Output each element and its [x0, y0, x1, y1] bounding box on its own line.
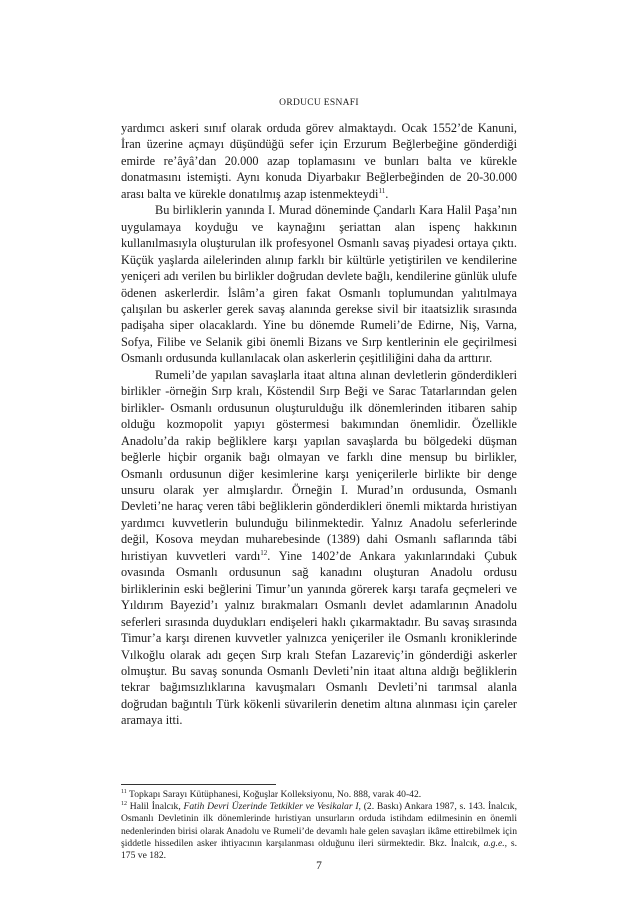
paragraph-1-end: . — [385, 186, 389, 201]
footnote-ref-12[interactable]: 12 — [260, 548, 268, 557]
paragraph-3-part-a: Rumeli’de yapılan savaşlarla itaat altına alınan devletlerin gönderdikleri birlikler -örneğin Sırp kralı, Köstendil Sırp Beği ve Sarac Tatarlarından gelen birlikler- Osmanlı ordusunun oluşturulduğu ilk dönemlerinden itibaren sahip olduğu kozmopolit yapıyı göstermesi bakımından önemlidir. Özellikle Anadolu’da rakip beğliklere karşı yapılan savaşlarda bu bölgedeki düşman beğlerle hiçbir organik bağı olmayan ve farklı dine mensup bu birlikler, Osmanlı ordusunun diğer kesimlerine karşı yeniçerilerle birlikte bir denge unsuru olarak yer almışlardır. Örneğin I. Murad’ın ordusunda, Osmanlı Devleti’ne haraç veren tâbi beğliklerin gönderdikleri önemli miktarda hıristiyan yardımcı kuvvetlerin bulunduğu bilinmektedir. Yalnız Anadolu seferlerinde değil, Kosova meydan muharebesinde (1389) dahi Osmanlı saflarında tâbi hıristiyan kuvvetleri vardı — [121, 367, 517, 563]
paragraph-3 — [121, 367, 517, 729]
footnote-12-text-b: , (2. Baskı) Ankara 1987, s. 143. İnalcık, Osmanlı Devletinin ilk dönemlerinde hıristiyan unsurların orduda istihdam edilmesinin en önemli nedenlerinden birisi olarak Anadolu ve Rumeli’de devamlı hale gelen savaşları ikâme ettirebilmek için şiddetle hissedilen asker ihtiyacının karşılanması olduğunu ileri sürmektedir. Bkz. İnalcık, — [121, 801, 517, 849]
footnote-12-number: 12 — [121, 801, 127, 808]
footnote-11-number: 11 — [121, 788, 127, 795]
paragraph-1 — [121, 120, 517, 202]
footnote-divider — [121, 784, 276, 785]
paragraph-2: Bu birliklerin yanında I. Murad döneminde Çandarlı Kara Halil Paşa’nın uygulamaya koyduğu ve kaynağını şeriattan alan ispenç hakkının kullanılmasıyla oluşturulan ilk profesyonel Osmanlı savaş piyadesi ortaya çıktı. Küçük yaşlarda ailelerinden alınıp farklı bir kültürle yetiştirilen ve kendilerine yeniçeri adı verilen bu birlikler doğrudan devlete bağlı, kendilerine günlük ulufe ödenen askerlerdir. İslâm’a giren fakat Osmanlı toplumundan yalıtılmaya çalışılan bu askerler gerek savaş alanında gerekse sivil bir itaatsizlik sırasında padişaha siper olacaklardı. Yine bu dönemde Rumeli’de Edirne, Niş, Varna, Sofya, Filibe ve Selanik gibi önemli Bizans ve Sırp kentlerinin ele geçirilmesi Osmanlı ordusunda kullanılacak olan askerlerin çeşitliliğini daha da arttırır. — [121, 203, 517, 366]
running-header: ORDUCU ESNAFI — [279, 98, 359, 108]
footnote-11-text: Topkapı Sarayı Kütüphanesi, Koğuşlar Kolleksiyonu, No. 888, varak 40-42. — [129, 789, 422, 800]
page-number: 7 — [316, 860, 322, 872]
footnote-12 — [121, 801, 517, 862]
footnote-12-text-c: s. 175 ve 182. — [121, 837, 517, 862]
paragraph-3-part-b: . Yine 1402’de Ankara yakınlarındaki Çubuk ovasında Osmanlı ordusunun sağ kanadını oluşturan Anadolu ordusu birliklerinin eski beğlerini Timur’un yanında görerek karşı tarafa geçmeleri ve Yıldırım Bayezid’ı yalnız bırakmaları Osmanlı devlet adamlarının Anadolu seferleri sırasında duydukları endişeleri haklı çıkarmaktadır. Bu savaş sırasında Timur’a karşı direnen kuvvetler yalnızca yeniçeriler ile Osmanlı kroniklerinde Vılkoğlu olarak adı geçen Sırp kralı Stefan Lazareviç’in gönderdiği askerler olmuştur. Bu savaş sonunda Osmanlı Devleti’nin itaat altına aldığı beğliklerin tekrar bağımsızlıklarına kavuşmaları Osmanlı Devleti’ni tarımsal alanla doğrudan bağıntılı Türk kökenli süvarilerin denetim altına alınması için çareler aramaya itti. — [121, 548, 518, 728]
paragraph-1-text: yardımcı askeri sınıf olarak orduda görev almaktaydı. Ocak 1552’de Kanuni, İran üzerine açmayı düşündüğü sefer için Erzurum Beğlerbeğine gönderdiği emirde re’âyâ’dan 20.000 azap toplamasını ve bunları balta ve kürekle donatmasını istemişti. Aynı konuda Diyarbakır Beğlerbeğinden de 20-30.000 arası balta ve kürekle donatılmış azap istenmekteydi — [121, 121, 517, 201]
footnote-12-text-a: Halil İnalcık, — [129, 801, 184, 813]
footnote-12-book-title: Fatih Devri Üzerinde Tetkikler ve Vesikalar I — [183, 801, 359, 813]
footnote-ref-11[interactable]: 11 — [378, 186, 386, 195]
body-text — [121, 120, 517, 729]
footnotes — [121, 789, 517, 862]
footnote-11 — [121, 789, 517, 801]
footnote-12-ref: a.g.e., — [483, 837, 508, 849]
